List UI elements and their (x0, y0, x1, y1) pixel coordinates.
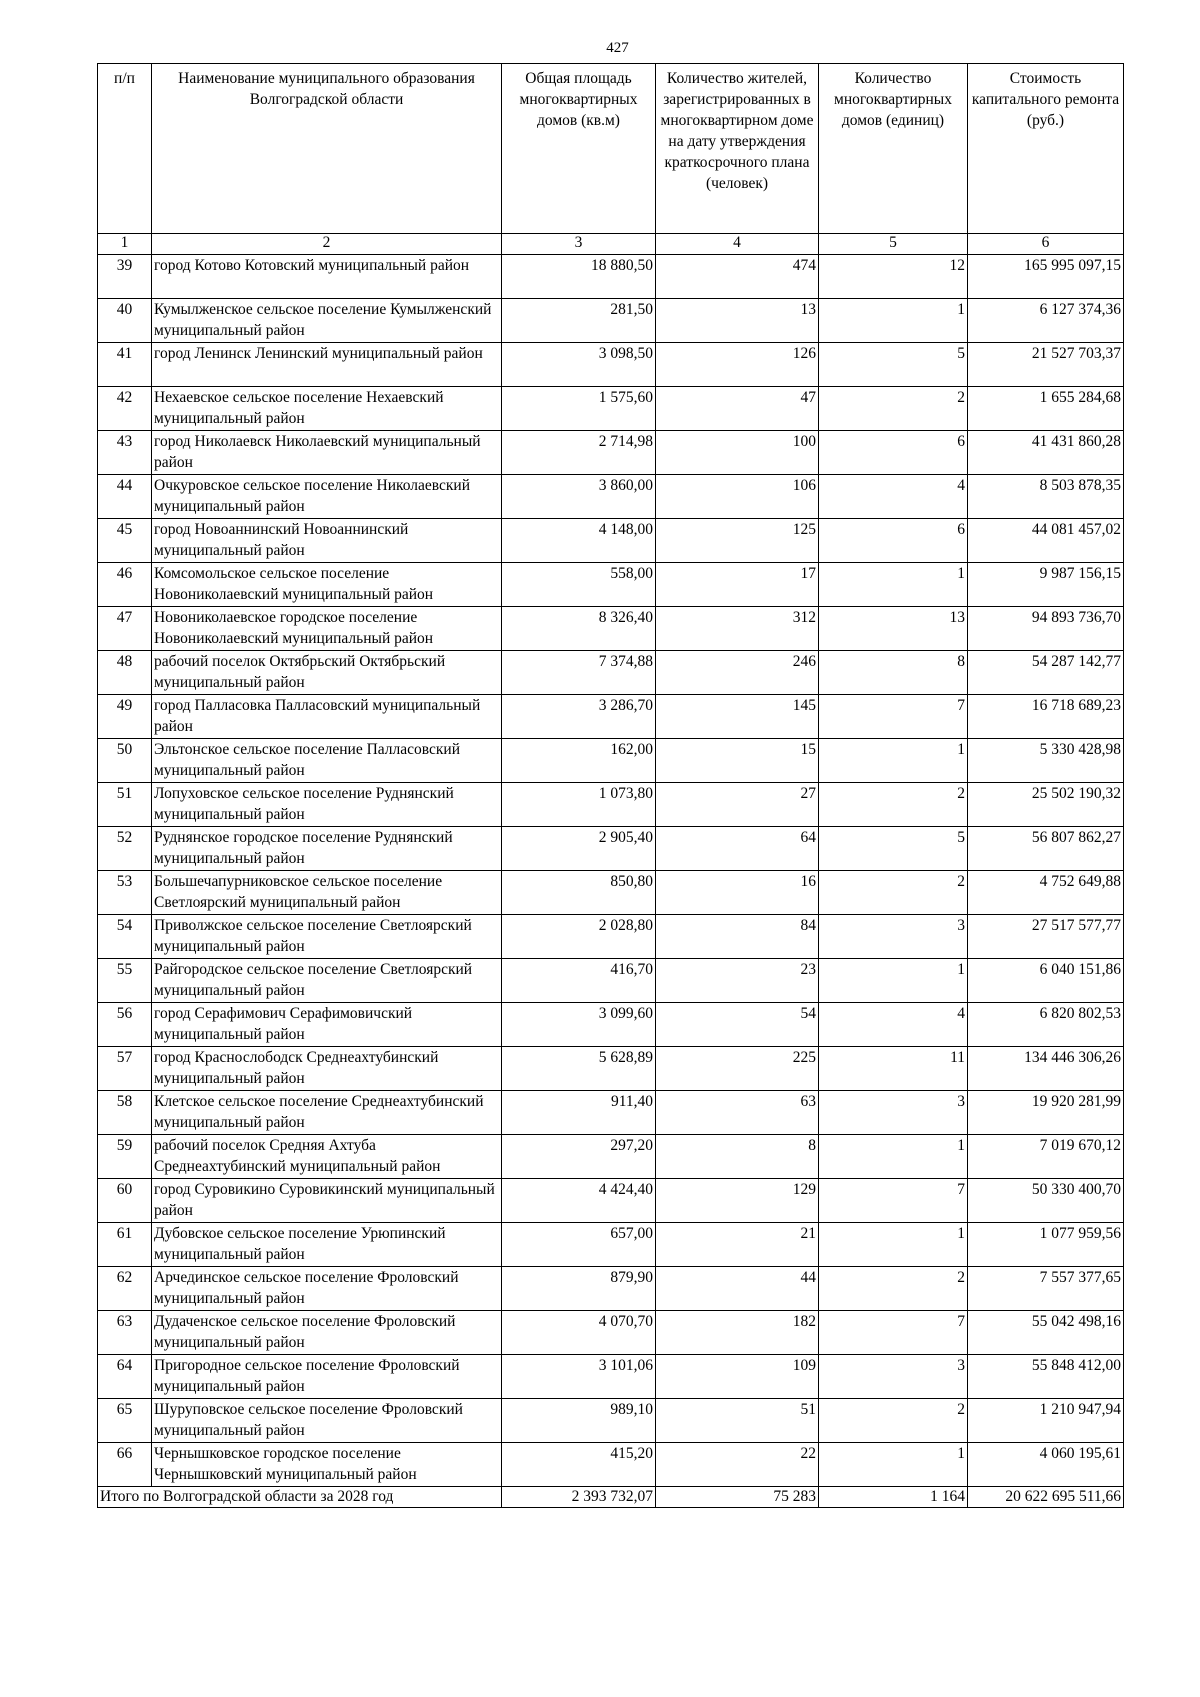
column-number-row (98, 234, 1124, 255)
row-residents: 225 (656, 1047, 819, 1091)
row-index: 45 (98, 519, 152, 563)
row-index: 49 (98, 695, 152, 739)
row-houses: 3 (819, 1355, 968, 1399)
row-residents: 145 (656, 695, 819, 739)
column-number: 3 (502, 234, 656, 255)
row-municipality-name: Дубовское сельское поселение Урюпинский муниципальный район (152, 1223, 502, 1267)
row-municipality-name: город Серафимович Серафимовичский муниципальный район (152, 1003, 502, 1047)
row-area: 3 286,70 (502, 695, 656, 739)
row-residents: 106 (656, 475, 819, 519)
row-houses: 4 (819, 1003, 968, 1047)
row-cost: 44 081 457,02 (968, 519, 1124, 563)
row-houses: 1 (819, 739, 968, 783)
table-row (98, 1091, 1124, 1135)
row-cost: 19 920 281,99 (968, 1091, 1124, 1135)
header-residents: Количество жителей, зарегистрированных в многоквартирном доме на дату утверждения краткосрочного плана (человек) (656, 64, 819, 234)
row-residents: 84 (656, 915, 819, 959)
row-municipality-name: Дудаченское сельское поселение Фроловский муниципальный район (152, 1311, 502, 1355)
row-houses: 7 (819, 1179, 968, 1223)
row-houses: 2 (819, 387, 968, 431)
row-index: 44 (98, 475, 152, 519)
row-houses: 4 (819, 475, 968, 519)
row-index: 48 (98, 651, 152, 695)
table-row (98, 959, 1124, 1003)
row-houses: 2 (819, 1267, 968, 1311)
row-residents: 21 (656, 1223, 819, 1267)
total-houses: 1 164 (819, 1487, 968, 1508)
row-municipality-name: Клетское сельское поселение Среднеахтубинский муниципальный район (152, 1091, 502, 1135)
row-cost: 1 077 959,56 (968, 1223, 1124, 1267)
row-cost: 6 127 374,36 (968, 299, 1124, 343)
row-municipality-name: рабочий поселок Октябрьский Октябрьский муниципальный район (152, 651, 502, 695)
row-index: 54 (98, 915, 152, 959)
row-houses: 1 (819, 959, 968, 1003)
row-houses: 1 (819, 1223, 968, 1267)
table-row (98, 431, 1124, 475)
row-area: 3 101,06 (502, 1355, 656, 1399)
row-cost: 27 517 577,77 (968, 915, 1124, 959)
row-cost: 16 718 689,23 (968, 695, 1124, 739)
row-municipality-name: город Новоаннинский Новоаннинский муниципальный район (152, 519, 502, 563)
row-residents: 47 (656, 387, 819, 431)
row-houses: 13 (819, 607, 968, 651)
row-index: 53 (98, 871, 152, 915)
row-cost: 21 527 703,37 (968, 343, 1124, 387)
row-houses: 7 (819, 1311, 968, 1355)
row-cost: 54 287 142,77 (968, 651, 1124, 695)
table-row (98, 739, 1124, 783)
row-area: 415,20 (502, 1443, 656, 1487)
row-area: 3 860,00 (502, 475, 656, 519)
table-row (98, 915, 1124, 959)
row-residents: 125 (656, 519, 819, 563)
table-row (98, 607, 1124, 651)
row-residents: 64 (656, 827, 819, 871)
row-municipality-name: город Суровикино Суровикинский муниципальный район (152, 1179, 502, 1223)
table-row (98, 695, 1124, 739)
row-houses: 1 (819, 1443, 968, 1487)
row-houses: 5 (819, 343, 968, 387)
row-index: 61 (98, 1223, 152, 1267)
row-houses: 11 (819, 1047, 968, 1091)
row-area: 2 905,40 (502, 827, 656, 871)
table-row (98, 1267, 1124, 1311)
row-cost: 134 446 306,26 (968, 1047, 1124, 1091)
table-header-row (98, 64, 1124, 234)
row-municipality-name: Райгородское сельское поселение Светлоярский муниципальный район (152, 959, 502, 1003)
page-number: 427 (606, 40, 629, 56)
column-number: 6 (968, 234, 1124, 255)
row-cost: 55 848 412,00 (968, 1355, 1124, 1399)
row-cost: 4 060 195,61 (968, 1443, 1124, 1487)
row-index: 51 (98, 783, 152, 827)
row-houses: 1 (819, 299, 968, 343)
row-cost: 5 330 428,98 (968, 739, 1124, 783)
row-area: 911,40 (502, 1091, 656, 1135)
row-cost: 41 431 860,28 (968, 431, 1124, 475)
row-residents: 109 (656, 1355, 819, 1399)
row-residents: 51 (656, 1399, 819, 1443)
row-residents: 8 (656, 1135, 819, 1179)
row-index: 46 (98, 563, 152, 607)
row-residents: 63 (656, 1091, 819, 1135)
row-index: 58 (98, 1091, 152, 1135)
row-index: 43 (98, 431, 152, 475)
row-municipality-name: Кумылженское сельское поселение Кумылженский муниципальный район (152, 299, 502, 343)
table-row (98, 475, 1124, 519)
row-index: 47 (98, 607, 152, 651)
row-houses: 1 (819, 563, 968, 607)
row-area: 281,50 (502, 299, 656, 343)
row-municipality-name: город Краснослободск Среднеахтубинский муниципальный район (152, 1047, 502, 1091)
row-residents: 54 (656, 1003, 819, 1047)
row-residents: 22 (656, 1443, 819, 1487)
row-residents: 100 (656, 431, 819, 475)
table-row (98, 563, 1124, 607)
row-area: 416,70 (502, 959, 656, 1003)
table-row (98, 1223, 1124, 1267)
row-residents: 246 (656, 651, 819, 695)
row-index: 65 (98, 1399, 152, 1443)
row-residents: 15 (656, 739, 819, 783)
row-area: 297,20 (502, 1135, 656, 1179)
row-area: 3 098,50 (502, 343, 656, 387)
row-municipality-name: Нехаевское сельское поселение Нехаевский муниципальный район (152, 387, 502, 431)
table-row (98, 783, 1124, 827)
row-area: 5 628,89 (502, 1047, 656, 1091)
row-municipality-name: Приволжское сельское поселение Светлоярский муниципальный район (152, 915, 502, 959)
row-index: 40 (98, 299, 152, 343)
row-residents: 16 (656, 871, 819, 915)
row-area: 4 148,00 (502, 519, 656, 563)
row-municipality-name: Руднянское городское поселение Руднянский муниципальный район (152, 827, 502, 871)
header-name (152, 64, 502, 234)
row-cost: 56 807 862,27 (968, 827, 1124, 871)
row-cost: 55 042 498,16 (968, 1311, 1124, 1355)
table-row (98, 827, 1124, 871)
row-houses: 12 (819, 255, 968, 299)
table-row (98, 1443, 1124, 1487)
row-residents: 13 (656, 299, 819, 343)
row-area: 18 880,50 (502, 255, 656, 299)
row-residents: 312 (656, 607, 819, 651)
row-municipality-name: город Котово Котовский муниципальный район (152, 255, 502, 299)
table-row (98, 1003, 1124, 1047)
table-row (98, 1355, 1124, 1399)
table-body (98, 255, 1124, 1487)
header-houses: Количество многоквартирных домов (единиц) (819, 64, 968, 234)
row-area: 1 073,80 (502, 783, 656, 827)
row-cost: 4 752 649,88 (968, 871, 1124, 915)
row-area: 879,90 (502, 1267, 656, 1311)
row-municipality-name: Пригородное сельское поселение Фроловский муниципальный район (152, 1355, 502, 1399)
row-index: 55 (98, 959, 152, 1003)
row-houses: 6 (819, 519, 968, 563)
table-row (98, 1179, 1124, 1223)
row-houses: 2 (819, 783, 968, 827)
row-index: 52 (98, 827, 152, 871)
row-index: 60 (98, 1179, 152, 1223)
row-area: 657,00 (502, 1223, 656, 1267)
row-houses: 5 (819, 827, 968, 871)
row-houses: 1 (819, 1135, 968, 1179)
row-cost: 6 040 151,86 (968, 959, 1124, 1003)
row-area: 8 326,40 (502, 607, 656, 651)
row-index: 59 (98, 1135, 152, 1179)
row-cost: 9 987 156,15 (968, 563, 1124, 607)
row-cost: 7 019 670,12 (968, 1135, 1124, 1179)
row-index: 42 (98, 387, 152, 431)
row-residents: 23 (656, 959, 819, 1003)
row-residents: 27 (656, 783, 819, 827)
row-cost: 165 995 097,15 (968, 255, 1124, 299)
table-row (98, 1399, 1124, 1443)
row-area: 2 028,80 (502, 915, 656, 959)
row-municipality-name: Большечапурниковское сельское поселение Светлоярский муниципальный район (152, 871, 502, 915)
table-row (98, 1047, 1124, 1091)
row-houses: 2 (819, 1399, 968, 1443)
table-row (98, 255, 1124, 299)
row-municipality-name: город Николаевск Николаевский муниципальный район (152, 431, 502, 475)
header-cost: Стоимость капитального ремонта (руб.) (968, 64, 1124, 234)
row-area: 850,80 (502, 871, 656, 915)
row-municipality-name: город Палласовка Палласовский муниципальный район (152, 695, 502, 739)
row-cost: 50 330 400,70 (968, 1179, 1124, 1223)
row-area: 1 575,60 (502, 387, 656, 431)
row-area: 4 070,70 (502, 1311, 656, 1355)
row-houses: 2 (819, 871, 968, 915)
row-index: 39 (98, 255, 152, 299)
table-row (98, 299, 1124, 343)
total-label: Итого по Волгоградской области за 2028 год (98, 1487, 502, 1508)
table-row (98, 1135, 1124, 1179)
row-cost: 1 210 947,94 (968, 1399, 1124, 1443)
header-name-text: Наименование муниципального образования Волгоградской области (178, 70, 475, 108)
row-residents: 129 (656, 1179, 819, 1223)
row-area: 4 424,40 (502, 1179, 656, 1223)
row-cost: 1 655 284,68 (968, 387, 1124, 431)
row-index: 62 (98, 1267, 152, 1311)
row-houses: 3 (819, 1091, 968, 1135)
row-cost: 7 557 377,65 (968, 1267, 1124, 1311)
row-area: 558,00 (502, 563, 656, 607)
row-cost: 94 893 736,70 (968, 607, 1124, 651)
row-municipality-name: Комсомольское сельское поселение Новониколаевский муниципальный район (152, 563, 502, 607)
row-municipality-name: Чернышковское городское поселение Чернышковский муниципальный район (152, 1443, 502, 1487)
row-municipality-name: Эльтонское сельское поселение Палласовский муниципальный район (152, 739, 502, 783)
row-houses: 7 (819, 695, 968, 739)
table-row (98, 1311, 1124, 1355)
row-index: 50 (98, 739, 152, 783)
row-residents: 182 (656, 1311, 819, 1355)
column-number: 2 (152, 234, 502, 255)
row-index: 41 (98, 343, 152, 387)
row-area: 162,00 (502, 739, 656, 783)
row-area: 7 374,88 (502, 651, 656, 695)
header-area: Общая площадь многоквартирных домов (кв.м) (502, 64, 656, 234)
row-index: 66 (98, 1443, 152, 1487)
row-area: 2 714,98 (502, 431, 656, 475)
row-cost: 6 820 802,53 (968, 1003, 1124, 1047)
row-municipality-name: город Ленинск Ленинский муниципальный район (152, 343, 502, 387)
row-houses: 6 (819, 431, 968, 475)
row-cost: 25 502 190,32 (968, 783, 1124, 827)
row-houses: 8 (819, 651, 968, 695)
row-municipality-name: Лопуховское сельское поселение Руднянский муниципальный район (152, 783, 502, 827)
total-residents: 75 283 (656, 1487, 819, 1508)
header-index: п/п (98, 64, 152, 234)
row-area: 989,10 (502, 1399, 656, 1443)
row-municipality-name: Новониколаевское городское поселение Новониколаевский муниципальный район (152, 607, 502, 651)
total-area: 2 393 732,07 (502, 1487, 656, 1508)
row-residents: 126 (656, 343, 819, 387)
table-row (98, 871, 1124, 915)
row-residents: 17 (656, 563, 819, 607)
row-municipality-name: Очкуровское сельское поселение Николаевский муниципальный район (152, 475, 502, 519)
row-houses: 3 (819, 915, 968, 959)
row-index: 63 (98, 1311, 152, 1355)
column-number: 5 (819, 234, 968, 255)
row-area: 3 099,60 (502, 1003, 656, 1047)
row-municipality-name: Арчединское сельское поселение Фроловский муниципальный район (152, 1267, 502, 1311)
total-cost: 20 622 695 511,66 (968, 1487, 1124, 1508)
row-residents: 44 (656, 1267, 819, 1311)
total-row (98, 1487, 1124, 1508)
column-number: 1 (98, 234, 152, 255)
capital-repair-table (97, 63, 1124, 1508)
row-residents: 474 (656, 255, 819, 299)
table-row (98, 519, 1124, 563)
row-cost: 8 503 878,35 (968, 475, 1124, 519)
table-row (98, 343, 1124, 387)
row-index: 56 (98, 1003, 152, 1047)
row-municipality-name: Шуруповское сельское поселение Фроловский муниципальный район (152, 1399, 502, 1443)
table-row (98, 387, 1124, 431)
table-row (98, 651, 1124, 695)
row-municipality-name: рабочий поселок Средняя Ахтуба Среднеахтубинский муниципальный район (152, 1135, 502, 1179)
column-number: 4 (656, 234, 819, 255)
row-index: 64 (98, 1355, 152, 1399)
row-index: 57 (98, 1047, 152, 1091)
